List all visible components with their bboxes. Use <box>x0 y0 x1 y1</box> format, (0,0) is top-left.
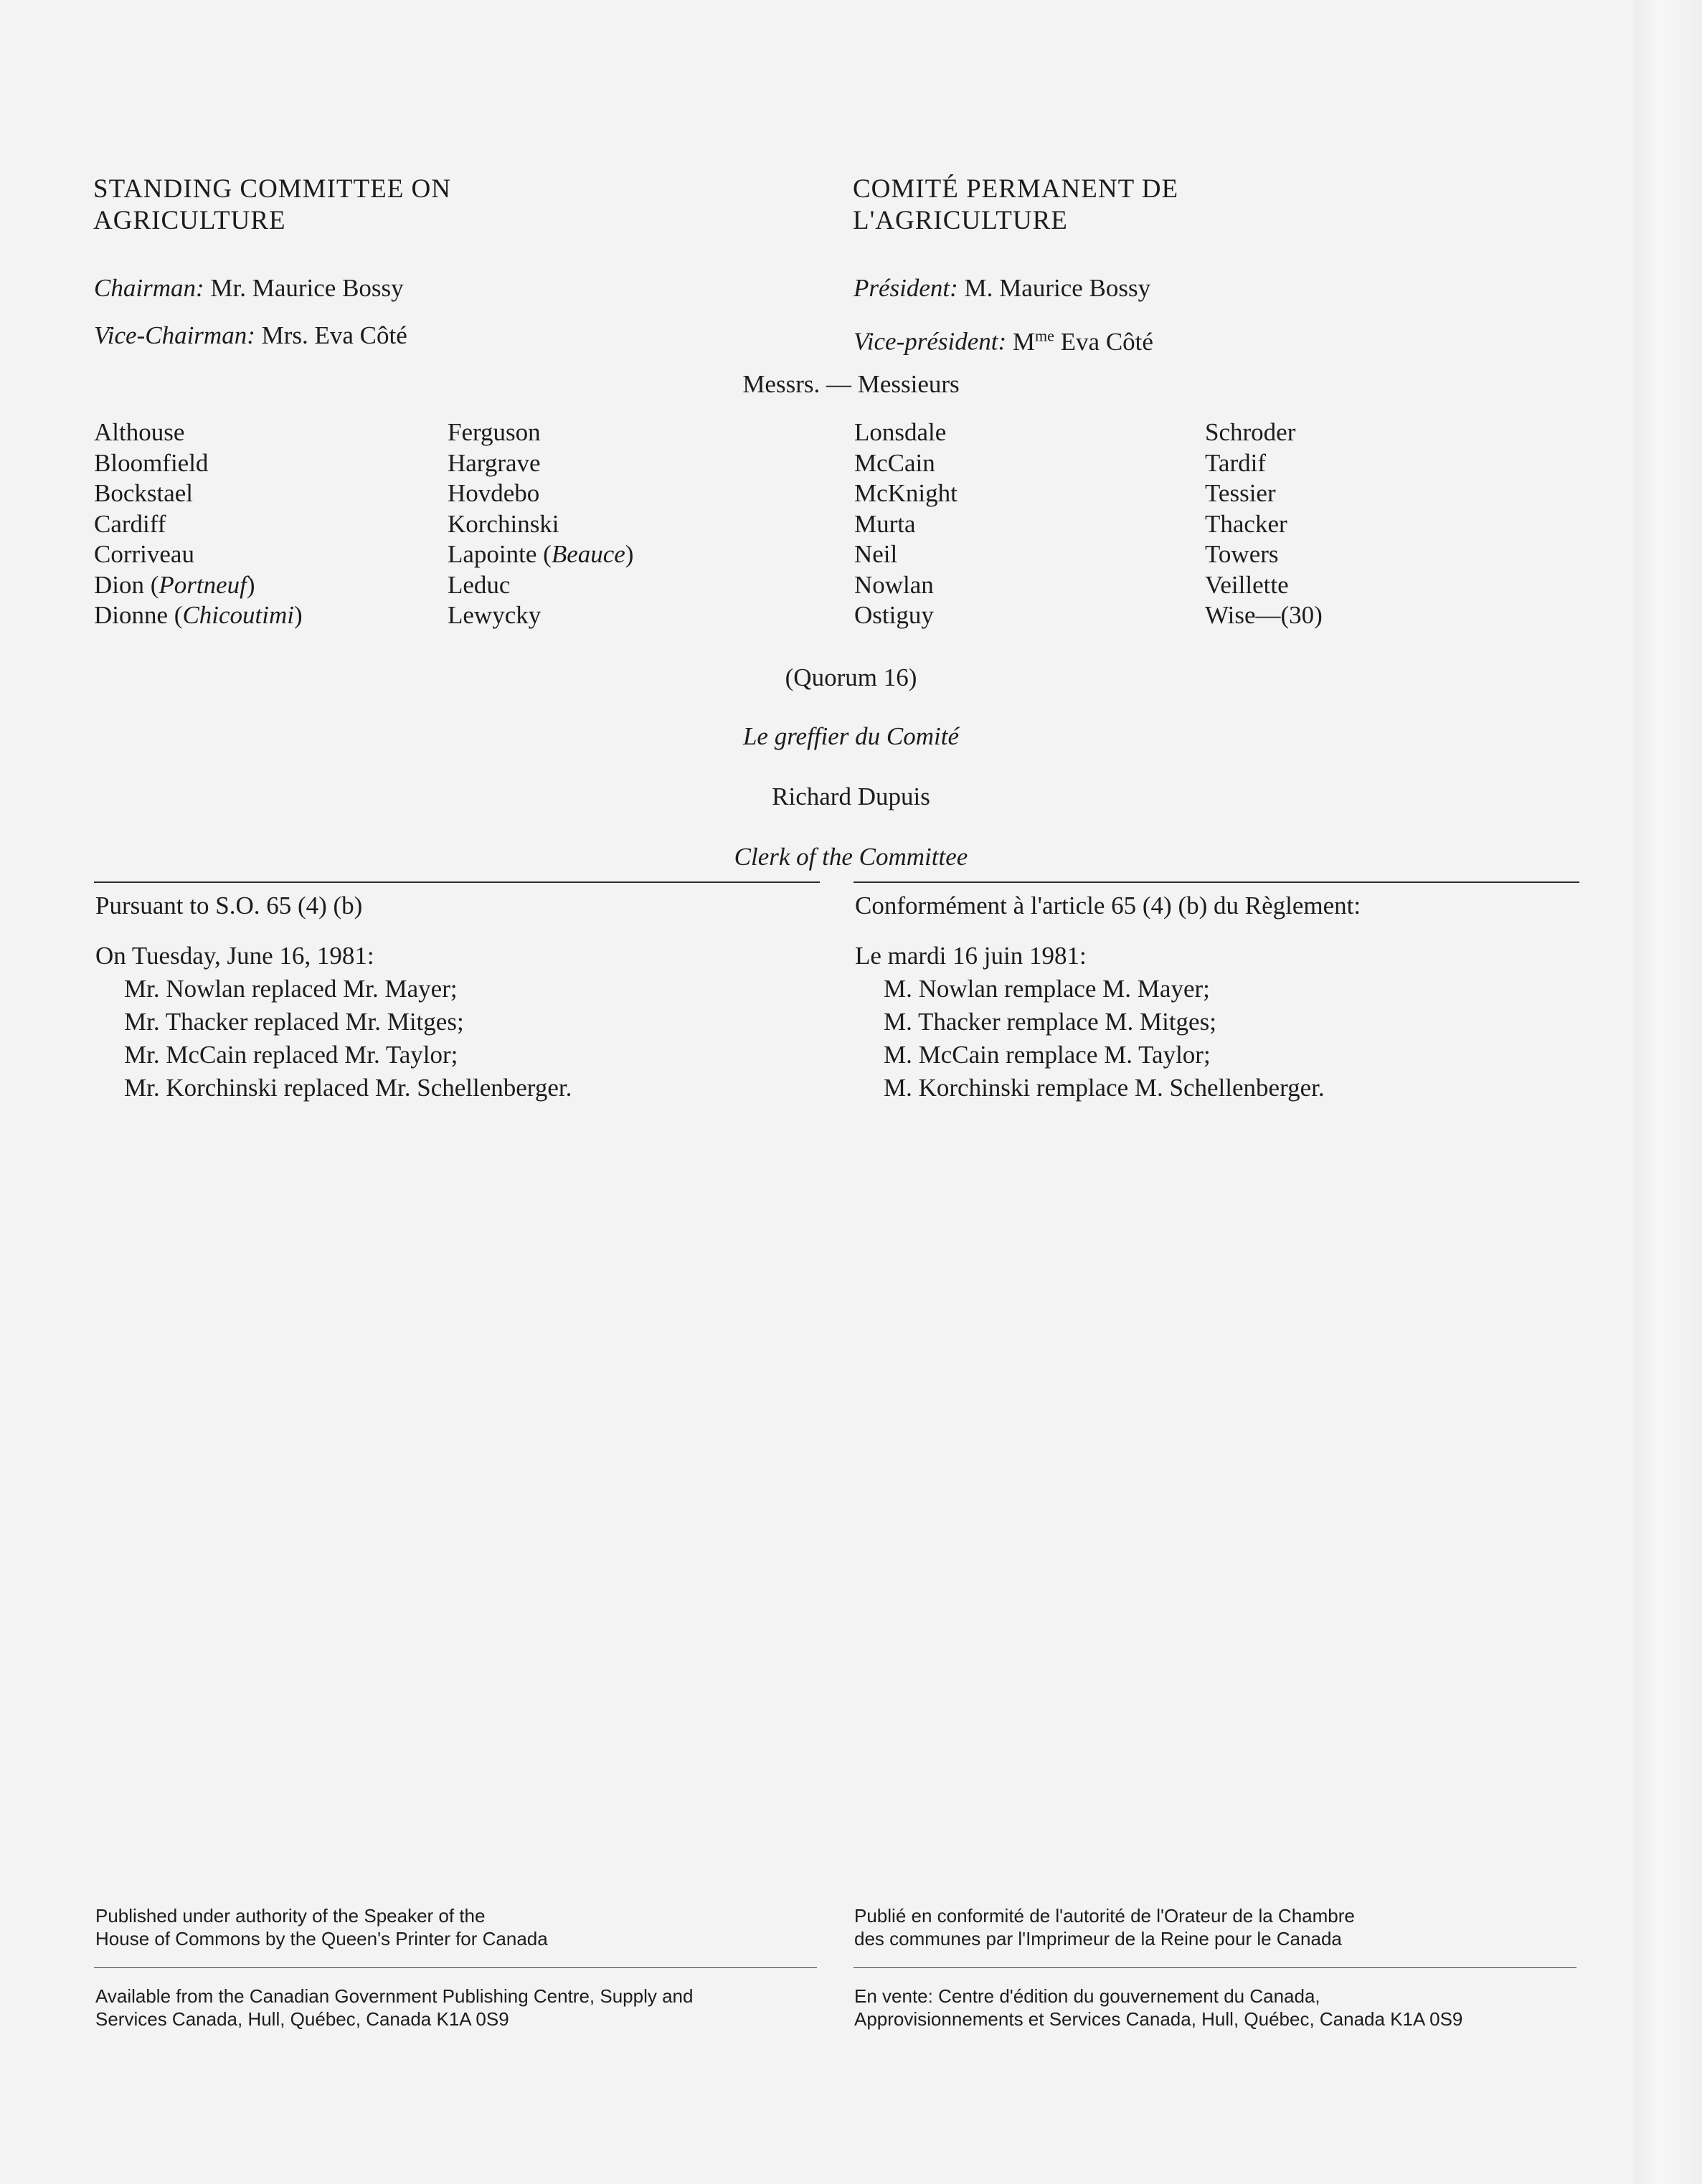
footer-line: Approvisionnements et Services Canada, Hull, Québec, Canada K1A 0S9 <box>854 2008 1463 2030</box>
standing-order-en <box>95 889 572 1105</box>
member-name: Towers <box>1205 540 1279 568</box>
footer-line: Services Canada, Hull, Québec, Canada K1A 0S9 <box>95 2008 509 2030</box>
en-title-line-1: STANDING COMMITTEE ON <box>93 174 452 204</box>
member-name: Neil <box>854 540 898 568</box>
fr-president-name: M. Maurice Bossy <box>964 274 1151 302</box>
members-column-3 <box>854 417 958 631</box>
clerk-label-fr: Le greffier du Comité <box>742 722 960 750</box>
member-name: Bloomfield <box>94 448 209 477</box>
footer-line: House of Commons by the Queen's Printer for Canada <box>95 1928 548 1949</box>
en-committee-title <box>93 174 451 237</box>
member-name: Veillette <box>1205 570 1289 599</box>
fr-president-label: Président: <box>854 274 958 302</box>
en-title-line-2: AGRICULTURE <box>93 206 286 235</box>
so-fr-title: Conformément à l'article 65 (4) (b) du Règlement: <box>855 892 1361 920</box>
member-name: Tessier <box>1205 479 1276 507</box>
member-name: McCain <box>854 448 935 477</box>
so-en-item: Mr. Nowlan replaced Mr. Mayer; <box>124 975 458 1003</box>
members-column-2 <box>448 417 633 631</box>
footer-line: En vente: Centre d'édition du gouvernement du Canada, <box>854 1985 1320 2007</box>
footer-available-fr <box>854 1985 1462 2031</box>
member-name: Murta <box>854 509 916 538</box>
member-name: Dion (Portneuf) <box>94 570 255 599</box>
member-name: Corriveau <box>94 540 194 568</box>
en-chairman-label: Chairman: <box>94 274 204 302</box>
member-name: Ferguson <box>448 418 541 446</box>
member-name: Bockstael <box>94 479 194 507</box>
clerk-name: Richard Dupuis <box>772 783 930 810</box>
member-name: Schroder <box>1205 418 1296 446</box>
member-name: McKnight <box>854 479 958 507</box>
page-edge-shadow <box>1634 0 1702 2184</box>
member-name: Hargrave <box>448 448 541 477</box>
so-en-title: Pursuant to S.O. 65 (4) (b) <box>95 892 363 920</box>
footer-line: des communes par l'Imprimeur de la Reine pour le Canada <box>854 1928 1342 1949</box>
divider-left <box>94 881 820 883</box>
fr-title-line-1: COMITÉ PERMANENT DE <box>853 174 1179 204</box>
so-fr-date: Le mardi 16 juin 1981: <box>855 942 1087 970</box>
en-chairman-name: Mr. Maurice Bossy <box>210 274 404 302</box>
footer-rule-left <box>94 1967 817 1968</box>
divider-right <box>854 881 1579 883</box>
member-name: Wise—(30) <box>1205 601 1323 629</box>
footer-line: Available from the Canadian Government Publishing Centre, Supply and <box>95 1985 694 2007</box>
en-vice-chairman-name: Mrs. Eva Côté <box>261 321 407 349</box>
so-fr-item: M. Nowlan remplace M. Mayer; <box>884 975 1210 1003</box>
member-name: Ostiguy <box>854 601 934 629</box>
fr-title-line-2: L'AGRICULTURE <box>853 206 1068 235</box>
member-name: Nowlan <box>854 570 934 599</box>
fr-vice-president-line <box>854 321 1153 357</box>
en-chairman-line <box>94 273 404 303</box>
fr-vice-president-name: $M^{me}$ Eva Côté <box>1012 326 1153 356</box>
standing-order-fr <box>855 889 1361 1105</box>
fr-vice-president-label: Vice-président: <box>854 327 1007 356</box>
member-name: Cardiff <box>94 509 166 538</box>
footer-published-en <box>95 1904 548 1950</box>
fr-president-line <box>854 273 1150 303</box>
footer-rule-right <box>854 1967 1576 1968</box>
messrs-heading: Messrs. — Messieurs <box>742 370 960 398</box>
member-name: Lonsdale <box>854 418 947 446</box>
so-en-item: Mr. Thacker replaced Mr. Mitges; <box>124 1008 464 1036</box>
so-fr-item: M. Thacker remplace M. Mitges; <box>884 1008 1216 1036</box>
clerk-label-en: Clerk of the Committee <box>734 843 968 871</box>
member-name: Leduc <box>448 570 511 599</box>
footer-line: Published under authority of the Speaker of the <box>95 1905 486 1927</box>
so-fr-item: M. Korchinski remplace M. Schellenberger. <box>884 1074 1325 1102</box>
member-name: Lapointe (Beauce) <box>448 540 634 568</box>
so-en-item: Mr. Korchinski replaced Mr. Schellenberger. <box>124 1074 572 1102</box>
quorum: (Quorum 16) <box>785 663 917 691</box>
member-name: Korchinski <box>448 509 559 538</box>
footer-published-fr <box>854 1904 1355 1950</box>
member-name: Tardif <box>1205 448 1267 477</box>
so-en-date: On Tuesday, June 16, 1981: <box>95 942 374 970</box>
footer-available-en <box>95 1985 693 2031</box>
so-fr-item: M. McCain remplace M. Taylor; <box>884 1041 1211 1069</box>
member-name: Lewycky <box>448 601 542 629</box>
member-name: Althouse <box>94 418 185 446</box>
fr-committee-title <box>853 174 1178 237</box>
footer-line: Publié en conformité de l'autorité de l'Orateur de la Chambre <box>854 1905 1355 1927</box>
en-vice-chairman-line <box>94 321 407 351</box>
members-column-4 <box>1205 417 1323 631</box>
member-name: Dionne (Chicoutimi) <box>94 601 303 629</box>
en-vice-chairman-label: Vice-Chairman: <box>94 321 255 349</box>
so-en-item: Mr. McCain replaced Mr. Taylor; <box>124 1041 458 1069</box>
member-name: Hovdebo <box>448 479 540 507</box>
members-column-1 <box>94 417 303 631</box>
member-name: Thacker <box>1205 509 1287 538</box>
